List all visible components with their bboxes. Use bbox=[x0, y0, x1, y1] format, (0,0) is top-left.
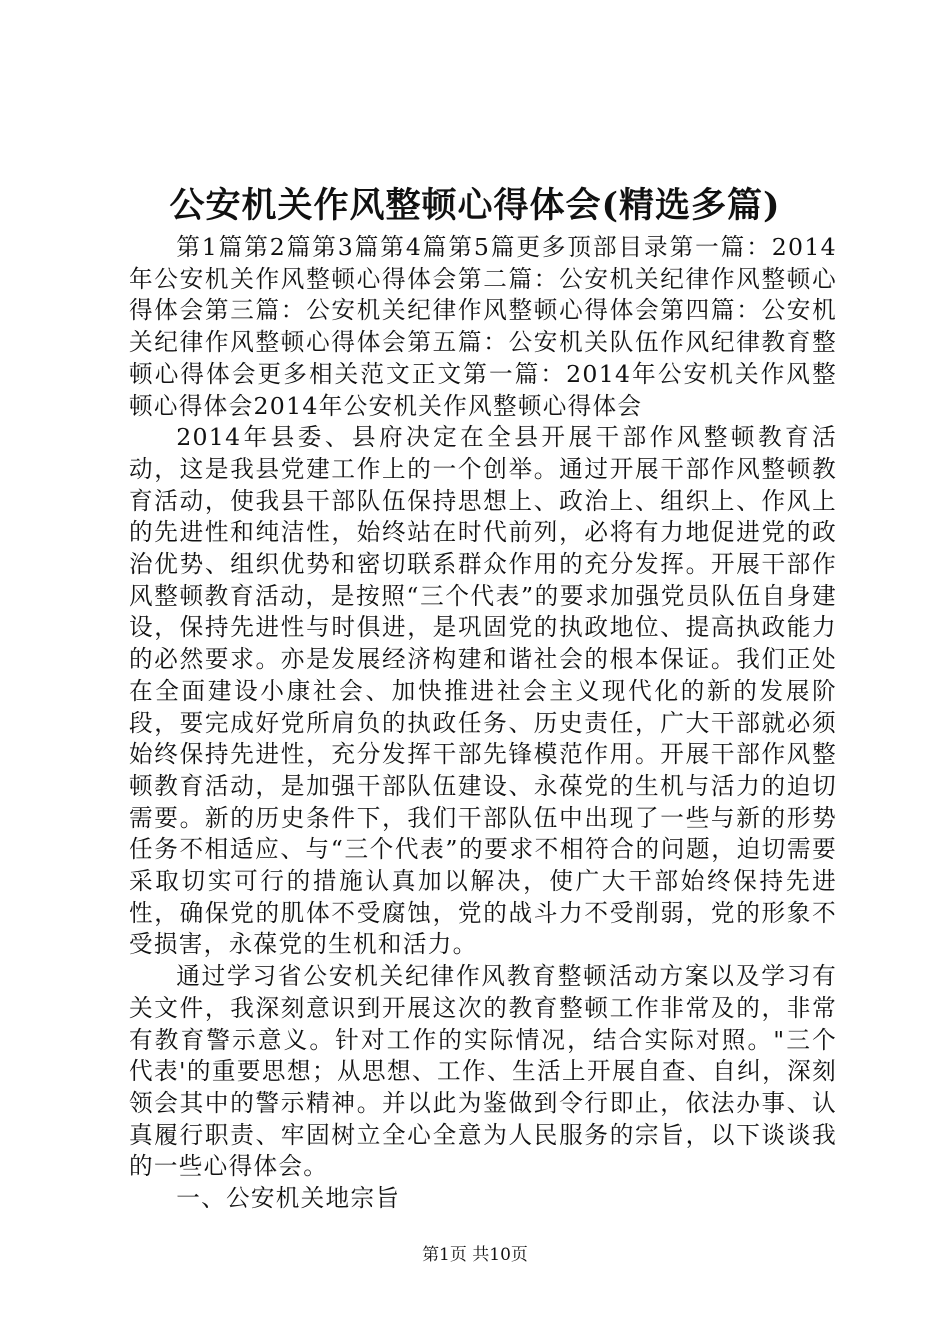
paragraph-toc: 第1篇第2篇第3篇第4篇第5篇更多顶部目录第一篇：2014年公安机关作风整顿心得体会第二篇：公安机关纪律作风整顿心得体会第三篇：公安机关纪律作风整顿心得体会第四篇：公安机关纪律作风整顿心得体会第五篇：公安机关队伍作风纪律教育整顿心得体会更多相关范文正文第一篇：2014年公安机关作风整顿心得体会2014年公安机关作风整顿心得体会 bbox=[129, 233, 837, 420]
document-body bbox=[129, 232, 837, 1215]
section-heading: 一、公安机关地宗旨 bbox=[176, 1184, 401, 1213]
paragraph-2: 通过学习省公安机关纪律作风教育整顿活动方案以及学习有关文件，我深刻意识到开展这次的教育整顿工作非常及的，非常有教育警示意义。针对工作的实际情况，结合实际对照。"三个代表'的重要思想；从思想、工作、生活上开展自查、自纠，深刻领会其中的警示精神。并以此为鉴做到令行即止，依法办事、认真履行职责、牢固树立全心全意为人民服务的宗旨，以下谈谈我的一些心得体会。 bbox=[129, 962, 837, 1181]
document-title: 公安机关作风整顿心得体会(精选多篇) bbox=[169, 185, 781, 226]
page-footer: 第1页 共10页 bbox=[422, 1245, 528, 1265]
paragraph-1: 2014年县委、县府决定在全县开展干部作风整顿教育活动，这是我县党建工作上的一个创举。通过开展干部作风整顿教育活动，使我县干部队伍保持思想上、政治上、组织上、作风上的先进性和纯洁性，始终站在时代前列，必将有力地促进党的政治优势、组织优势和密切联系群众作用的充分发挥。开展干部作风整顿教育活动，是按照“三个代表”的要求加强党员队伍自身建设，保持先进性与时俱进，是巩固党的执政地位、提高执政能力的必然要求。亦是发展经济构建和谐社会的根本保证。我们正处在全面建设小康社会、加快推进社会主义现代化的新的发展阶段，要完成好党所肩负的执政任务、历史责任，广大干部就必须始终保持先进性，充分发挥干部先锋模范作用。开展干部作风整顿教育活动，是加强干部队伍建设、永葆党的生机与活力的迫切需要。新的历史条件下，我们干部队伍中出现了一些与新的形势任务不相适应、与“三个代表”的要求不相符合的问题，迫切需要采取切实可行的措施认真加以解决，使广大干部始终保持先进性，确保党的肌体不受腐蚀，党的战斗力不受削弱，党的形象不受损害，永葆党的生机和活力。 bbox=[129, 423, 837, 959]
